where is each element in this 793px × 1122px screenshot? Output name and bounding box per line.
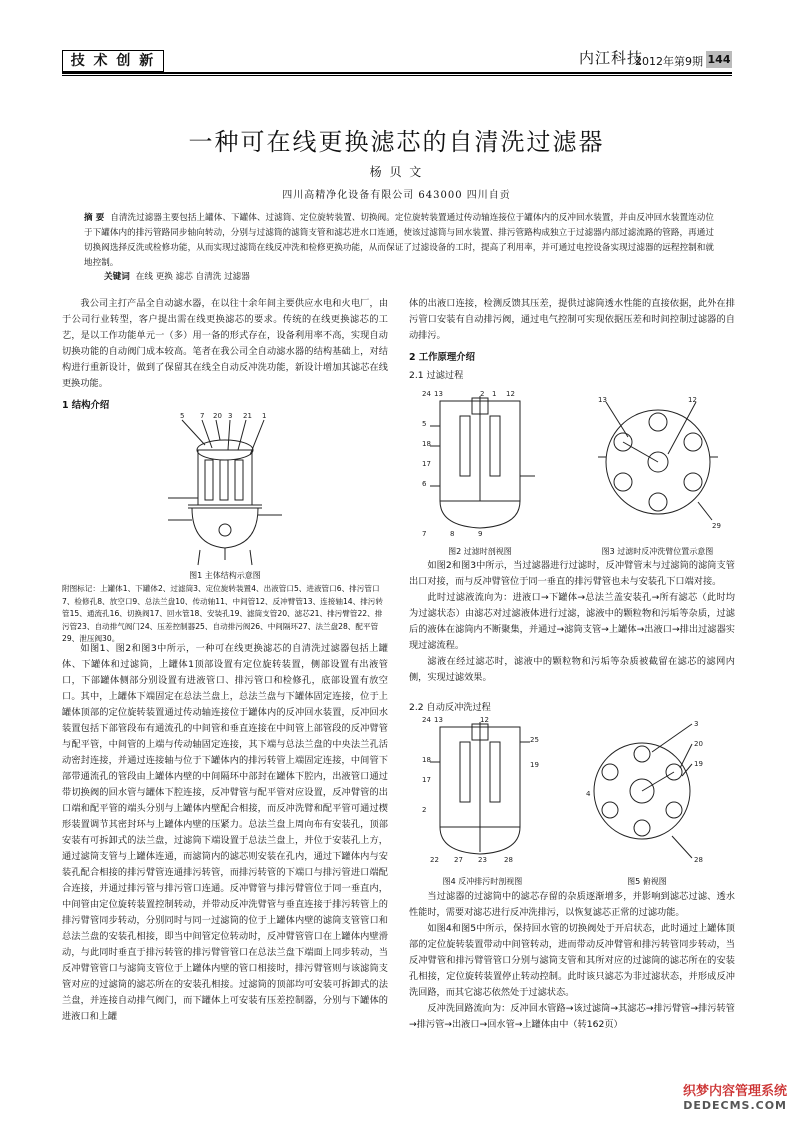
- fig5-label: 4: [586, 790, 591, 798]
- fig4-label: 27: [454, 856, 463, 864]
- fig4-label: 19: [530, 761, 539, 769]
- right-paragraph-7: 反冲洗回路流向为：反冲回水管路→该过滤筒→其滤芯→排污臂管→排污转管→排污管→出液口→回水管→上罐体由中（转162页）: [409, 1003, 735, 1030]
- fig2-label: 9: [478, 530, 483, 538]
- fig3-label: 13: [598, 396, 607, 404]
- keywords-label: 关键词: [104, 272, 130, 282]
- fig5-label: 3: [694, 720, 699, 728]
- abstract: [84, 211, 714, 271]
- fig1-label: 7: [200, 412, 205, 420]
- fig4-label: 17: [422, 776, 431, 784]
- keywords-text: 在线 更换 滤芯 自清洗 过滤器: [135, 272, 250, 282]
- header-rule-thin: [62, 75, 732, 76]
- issue-label: 2012年第9期: [635, 55, 703, 68]
- figure-3-caption: 图3 过滤时反冲洗臂位置示意图: [601, 547, 714, 556]
- figure-1-notes: 附图标记：上罐体1、下罐体2、过滤筒3、定位旋转装置4、出液管口5、进液管口6、排污管口7、检修孔8、放空口9、总法兰盘10、传动轴11、中间管12、反冲臂管13、连接轴14、排污转管15、通流孔16、切换阀17、回水管18、安装孔19、滤筒支管20、滤芯21、排污臂管22、排污管23、自动排气阀门24、压差控制器25、自动排污阀26、中间隔环27、法兰盘28、配平管29、泄压阀30。: [62, 584, 383, 643]
- fig2-label: 17: [422, 460, 431, 468]
- watermark-line-2: DEDECMS.COM: [683, 1099, 787, 1112]
- fig2-label: 1: [492, 390, 497, 398]
- keywords: [104, 270, 250, 282]
- right-body-2: [409, 889, 735, 1033]
- right-paragraph-5: 当过滤器的过滤筒中的滤芯存留的杂质逐渐增多，并影响到滤芯过滤、透水性能时，需要对滤芯进行反冲洗排污，以恢复滤芯正常的过滤功能。: [409, 891, 735, 918]
- fig3-label: 12: [688, 396, 697, 404]
- article-author: 杨 贝 文: [369, 165, 424, 179]
- fig2-label: 13: [434, 390, 443, 398]
- fig4-label: 28: [504, 856, 513, 864]
- left-paragraph-2: 如图1、图2和图3中所示，一种可在线更换滤芯的自清洗过滤器包括上罐体、下罐体和过滤筒，上罐体1顶部设置有定位旋转装置，侧部设置有出液管口，下部罐体侧部分别设置有进液管口、排污管口和检修孔，底部设置有放空口。其中，上罐体下端固定在总法兰盘上，总法兰盘与下罐体固定连接，位于上罐体顶部的定位旋转装置通过传动轴连接位于罐体内的反冲回水装置，反冲回水装置包括下部管段布有通流孔的中间管和垂直连接在中间管上部管段的反冲臂管与配平管，中间管的上端与传动轴固定连接，其下端与总法兰盘的中央法兰孔活动密封连接，并通过连接轴与位于下罐体内的排污转管上端固定连接，中间管下部带通流孔的管段由上罐体内壁的中间隔环中部封在罐体下腔内，出液管口通过带切换阀的回水管与罐体下腔连接，反冲臂管与配平管对应设置，反冲臂管的出口端和配平管的端头分别与上罐体内壁配合相接，而反冲洗臂和配平管可通过楔形装置调节其密封环与上罐体内壁的压紧力。总法兰盘上周向布有安装孔，顶部安装有可拆卸式的法兰盘，过滤筒下端设置于总法兰盘上，并位于安装孔上方，通过滤筒支管与上罐体连通，而滤筒内的滤芯则安装在孔内，通过下罐体内与安装孔配合相接的排污臂管连通排污转管，而排污转管的下端口与排污管进口端配合连接，并通过排污管与排污管口连通。反冲臂管与排污臂管位于同一垂直内，中间管由定位旋转装置控制转动，并带动反冲洗臂管与垂直连接于排污转管上的排污臂管同步转动，分别同时与同一过滤筒的位于上罐体内壁的滤筒支管管口和总法兰盘的安装孔相接，即当中间管定位转动时，反冲臂管管口在上罐体内壁滑动，与此同时垂直于排污转管的排污臂管管口在总法兰盘下端面上同步转动，当反冲臂管管口与滤筒支管位于上罐体内壁的管口相接时，排污臂管则与该滤筒支管对应的过滤筒的滤芯所在的安装孔相接。过滤筒的顶部均可安装可拆卸式的法兰盘，并连接自动排气阀门，而下罐体上可安装有压差控制器，分别与下罐体的进液口和上罐: [62, 643, 388, 1022]
- figure-2-filter-section: [420, 386, 540, 544]
- section-tag: 技 术 创 新: [62, 50, 164, 72]
- fig1-label: 20: [213, 412, 222, 420]
- right-paragraph-3: 此时过滤液流向为：进液口→下罐体→总法兰盖安装孔→所有滤芯（此时均为过滤状态）由滤芯对过滤液体进行过滤，滤液中的颗粒物和污垢等杂质，过滤后的液体在滤筒内不断聚集，并通过→滤筒支管→上罐体→出液口→排出过滤器实现过滤流程。: [409, 592, 735, 651]
- fig5-label: 20: [694, 740, 703, 748]
- right-paragraph-2: 如图2和图3中所示，当过滤器进行过滤时，反冲臂管末与过滤筒的滤筒支管出口对接，而与反冲臂管位于同一垂直的排污臂管也未与安装孔下口端对接。: [409, 560, 735, 587]
- article-affiliation: 四川高精净化设备有限公司 643000 四川自贡: [282, 190, 511, 201]
- figure-1-structure: [150, 410, 300, 568]
- header-rule: [62, 72, 732, 74]
- left-body: [62, 641, 388, 1025]
- fig1-label: 1: [262, 412, 267, 420]
- left-paragraph-1: 我公司主打产品全自动滤水器，在以往十余年间主要供应水电和火电厂，由于公司行业转型，客户提出需在线更换滤芯的要求。传统的在线更换滤芯的工艺，是以工作功能单元一（多）用一备的形式存在，设备利用率不高，实现自动切换功能的自动阀门成本较高。笔者在我公司全自动滤水器的结构基础上，对结构进行重新设计，做到了保留其在线全自动反冲洗功能，新设计增加其滤芯在线更换功能。: [62, 298, 388, 389]
- article-title: 一种可在线更换滤芯的自清洗过滤器: [188, 128, 605, 156]
- fig2-label: 8: [450, 530, 455, 538]
- right-paragraph-6: 如图4和图5中所示，保持回水管的切换阀处于开启状态，此时通过上罐体顶部的定位旋转装置带动中间管转动，进而带动反冲臂管和排污转管同步转动，当反冲臂管和排污臂管管口分别与滤筒支管和其所对应的过滤筒的滤芯所在的安装孔相接，定位旋转装置停止转动控制。此时该只滤芯为非过滤状态，并形成反冲洗回路，而其它滤芯依然处于过滤状态。: [409, 923, 735, 998]
- section-1-heading: 1 结构介绍: [62, 400, 110, 411]
- fig4-label: 24: [422, 716, 431, 724]
- fig1-label: 5: [180, 412, 185, 420]
- right-body-1: [409, 558, 735, 686]
- fig2-label: 24: [422, 390, 431, 398]
- fig5-label: 28: [694, 856, 703, 864]
- abstract-label: 摘 要: [84, 213, 105, 223]
- fig1-label: 3: [228, 412, 233, 420]
- fig4-label: 23: [478, 856, 487, 864]
- watermark: [683, 1080, 787, 1112]
- fig4-label: 25: [530, 736, 539, 744]
- page-number: 144: [707, 53, 731, 66]
- left-intro: [62, 296, 388, 392]
- abstract-text: 自清洗过滤器主要包括上罐体、下罐体、过滤筒、定位旋转装置、切换阀。定位旋转装置通过传动轴连接位于罐体内的反冲回水装置，并由反冲回水装置连动位于下罐体内的排污管路同步轴向转动，分别与过滤筒的滤筒支管和滤芯进水口连通，使该过滤筒与回水装置、排污管路构成独立于过滤器内部过滤流路的管路，再通过切换阀选择反洗或检修功能，从而实现过滤筒在线反冲洗和检修更换功能，从而保证了过滤设备的工时，提高了利用率，并可通过电控设备实现过滤器的远程控制和就地控制。: [84, 213, 714, 268]
- fig2-label: 5: [422, 420, 427, 428]
- fig4-label: 18: [422, 756, 431, 764]
- figure-3-arm-position: [588, 392, 728, 532]
- fig2-label: 2: [480, 390, 485, 398]
- right-paragraph-1: 体的出液口连接，检测反馈其压差，提供过滤筒透水性能的直接依据，此外在排污管口安装有自动排污阀，通过电气控制可实现依据压差和时间控制过滤器的自动排污。: [409, 298, 735, 341]
- fig1-label: 21: [243, 412, 252, 420]
- fig4-label: 12: [480, 716, 489, 724]
- watermark-line-1: 织梦内容管理系统: [682, 1084, 787, 1099]
- fig2-label: 12: [506, 390, 515, 398]
- figure-5-top-view: [582, 716, 712, 866]
- figure-2-caption: 图2 过滤时剖视图: [448, 547, 512, 556]
- section-2-1-heading: 2.1 过滤过程: [409, 370, 464, 381]
- section-2-heading: 2 工作原理介绍: [409, 352, 476, 363]
- figure-1-caption: 图1 主体结构示意图: [189, 571, 261, 580]
- fig2-label: 7: [422, 530, 427, 538]
- fig3-label: 29: [712, 522, 721, 530]
- section-2-2-heading: 2.2 自动反冲洗过程: [409, 702, 491, 713]
- fig4-label: 13: [434, 716, 443, 724]
- fig5-label: 19: [694, 760, 703, 768]
- figure-5-caption: 图5 俯视图: [627, 877, 667, 886]
- right-paragraph-4: 滤液在经过滤芯时，滤液中的颗粒物和污垢等杂质被截留在滤芯的滤网内侧，实现过滤效果。: [409, 656, 735, 683]
- right-intro: [409, 296, 735, 344]
- figure-4-caption: 图4 反冲排污时剖视图: [442, 877, 523, 886]
- journal-name: 内江科技: [578, 49, 643, 67]
- fig4-label: 22: [430, 856, 439, 864]
- fig4-label: 2: [422, 806, 427, 814]
- figure-4-backflush-section: [420, 712, 545, 870]
- fig2-label: 6: [422, 480, 427, 488]
- fig2-label: 18: [422, 440, 431, 448]
